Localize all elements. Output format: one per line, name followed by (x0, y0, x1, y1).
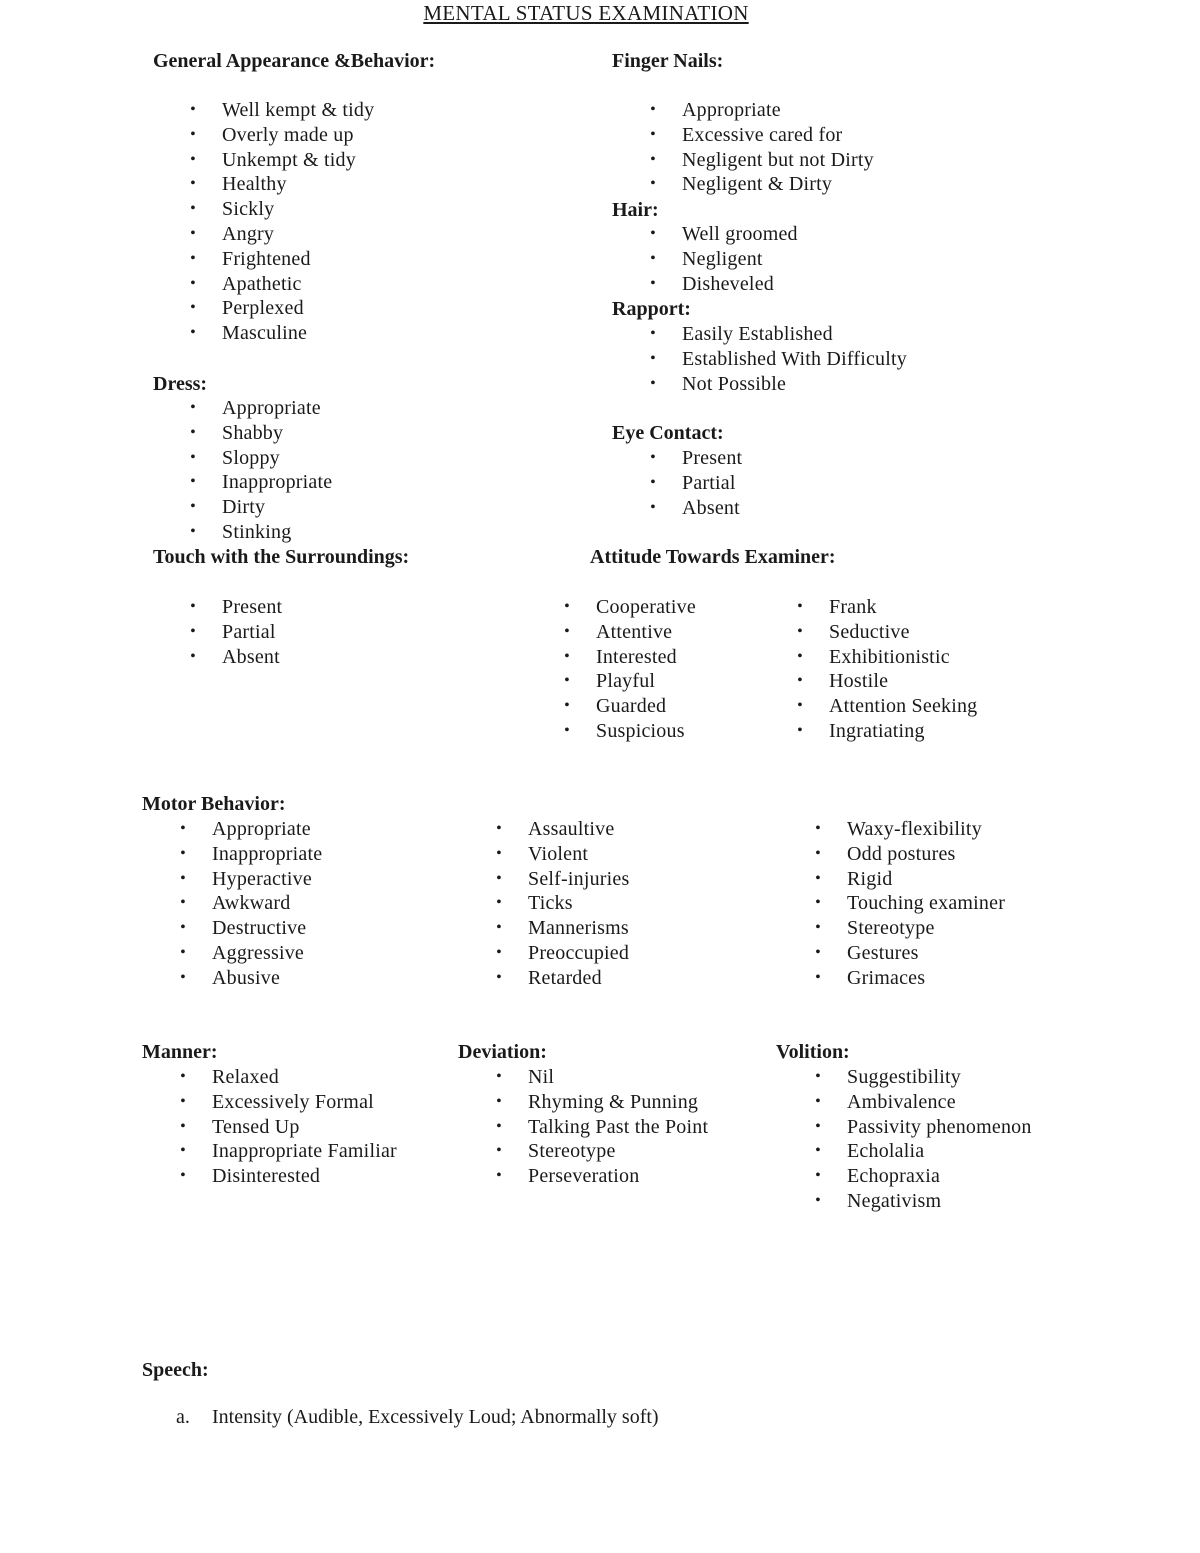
list-item-text: Inappropriate (222, 471, 333, 494)
list-item (646, 222, 798, 247)
bullet-icon: • (815, 943, 821, 961)
list-item (186, 520, 332, 545)
list-item-text: Talking Past the Point (528, 1115, 709, 1138)
list-item-text: Inappropriate Familiar (212, 1140, 397, 1163)
list-item (186, 172, 374, 197)
list-item-text: Stinking (222, 520, 292, 543)
list-item (186, 272, 374, 297)
list-item-text: Frightened (222, 247, 311, 270)
list-deviation (492, 1065, 708, 1189)
bullet-icon: • (564, 598, 570, 615)
bullet-icon: • (496, 820, 502, 837)
bullet-icon: • (190, 598, 196, 615)
list-item (176, 1065, 397, 1090)
list-item-text: Negligent (682, 247, 763, 270)
bullet-icon: • (190, 224, 196, 242)
list-item (176, 941, 322, 966)
bullet-icon: • (190, 448, 196, 466)
list-item-text: Passivity phenomenon (847, 1115, 1032, 1138)
bullet-icon: • (496, 1068, 502, 1085)
list-item (646, 446, 742, 471)
list-item (492, 842, 629, 867)
list-item (811, 966, 1005, 991)
list-item (176, 1164, 397, 1189)
list-item-text: Healthy (222, 173, 287, 196)
bullet-icon: • (650, 473, 656, 491)
bullet-icon: • (190, 647, 196, 665)
list-item (176, 1090, 397, 1115)
list-item-text: Interested (596, 645, 677, 668)
bullet-icon: • (496, 1092, 502, 1110)
list-item-text: Sickly (222, 198, 275, 221)
bullet-icon: • (496, 943, 502, 961)
list-item (646, 322, 907, 347)
list-item-text: Sloppy (222, 446, 280, 469)
bullet-icon: • (650, 175, 656, 193)
list-item (176, 891, 322, 916)
list-item (186, 595, 282, 620)
list-item-text: Established With Difficulty (682, 347, 907, 370)
bullet-icon: • (650, 374, 656, 392)
list-item-text: Grimaces (847, 966, 926, 989)
list-item-text: Shabby (222, 421, 284, 444)
list-item-text: Apathetic (222, 272, 302, 295)
list-item (560, 694, 696, 719)
list-item-text: Rhyming & Punning (528, 1090, 699, 1113)
list-item (793, 694, 977, 719)
bullet-icon: • (815, 1191, 821, 1209)
bullet-icon: • (180, 943, 186, 961)
heading-touch-surroundings: Touch with the Surroundings: (153, 546, 410, 568)
heading-speech: Speech: (142, 1359, 209, 1381)
list-item (811, 1189, 1032, 1214)
list-item-text: Suggestibility (847, 1066, 961, 1088)
bullet-icon: • (797, 598, 803, 615)
heading-attitude: Attitude Towards Examiner: (590, 546, 836, 568)
bullet-icon: • (496, 869, 502, 887)
list-item (176, 1139, 397, 1164)
list-item-text: Masculine (222, 322, 308, 345)
list-item (560, 645, 696, 670)
list-item (176, 966, 322, 991)
list-item (492, 1164, 708, 1189)
list-item (186, 296, 374, 321)
bullet-icon: • (190, 299, 196, 317)
bullet-icon: • (190, 274, 196, 292)
list-item (811, 867, 1005, 892)
list-item-text: Waxy-flexibility (847, 818, 982, 840)
list-item-text: Hyperactive (212, 867, 312, 890)
list-speech (176, 1405, 659, 1430)
bullet-icon: • (180, 1092, 186, 1110)
bullet-icon: • (564, 622, 570, 640)
bullet-icon: • (564, 647, 570, 665)
list-item (492, 1139, 708, 1164)
bullet-icon: • (815, 844, 821, 862)
bullet-icon: • (650, 101, 656, 118)
bullet-icon: • (496, 1117, 502, 1135)
bullet-icon: • (190, 498, 196, 516)
list-item-text: Relaxed (212, 1066, 279, 1088)
list-item-text: Guarded (596, 695, 667, 718)
list-item-text: Stereotype (528, 1140, 616, 1163)
list-item (492, 817, 629, 842)
list-touch-surroundings (186, 595, 282, 669)
list-item-text: Excessively Formal (212, 1090, 374, 1113)
bullet-icon: • (650, 150, 656, 168)
bullet-icon: • (190, 200, 196, 218)
list-item (646, 123, 874, 148)
list-item-text: Perseveration (528, 1165, 640, 1188)
bullet-icon: • (650, 125, 656, 143)
list-item (492, 916, 629, 941)
list-dress (186, 396, 332, 545)
list-item-text: Self-injuries (528, 867, 630, 890)
list-item (793, 719, 977, 744)
list-item (186, 247, 374, 272)
heading-manner: Manner: (142, 1041, 218, 1063)
bullet-icon: • (815, 1092, 821, 1110)
bullet-icon: • (190, 175, 196, 193)
list-item-text: Abusive (212, 966, 281, 989)
bullet-icon: • (815, 1142, 821, 1160)
list-item-text: Seductive (829, 620, 910, 643)
list-item-text: Ambivalence (847, 1090, 956, 1113)
heading-hair: Hair: (612, 199, 659, 221)
list-attitude-col1 (560, 595, 696, 744)
list-item-text: Present (682, 447, 743, 469)
list-item-text: Cooperative (596, 596, 696, 618)
list-item-text: Well kempt & tidy (222, 99, 375, 121)
bullet-icon: • (815, 968, 821, 986)
bullet-icon: • (190, 324, 196, 342)
bullet-icon: • (815, 1167, 821, 1185)
list-item (186, 421, 332, 446)
list-item (176, 867, 322, 892)
bullet-icon: • (797, 622, 803, 640)
bullet-icon: • (496, 1142, 502, 1160)
bullet-icon: • (180, 1117, 186, 1135)
list-item-text: Ingratiating (829, 719, 925, 742)
list-item-text: Disheveled (682, 272, 774, 295)
list-item (176, 817, 322, 842)
list-item (492, 1090, 708, 1115)
list-item-text: Nil (528, 1066, 555, 1088)
list-item (186, 98, 374, 123)
list-item-text: Not Possible (682, 372, 787, 395)
list-item (492, 891, 629, 916)
list-item (186, 148, 374, 173)
list-item-text: Disinterested (212, 1165, 321, 1188)
list-item-text: Exhibitionistic (829, 645, 950, 668)
list-item (186, 620, 282, 645)
bullet-icon: • (190, 622, 196, 640)
heading-general-appearance: General Appearance &Behavior: (153, 50, 436, 72)
bullet-icon: • (650, 325, 656, 342)
list-item (646, 172, 874, 197)
list-item-text: Destructive (212, 917, 307, 940)
heading-rapport: Rapport: (612, 298, 691, 320)
list-item (811, 941, 1005, 966)
list-item (186, 470, 332, 495)
list-item-text: Intensity (Audible, Excessively Loud; Abnormally soft) (212, 1406, 659, 1428)
list-item-text: Rigid (847, 867, 893, 890)
list-item-text: Unkempt & tidy (222, 148, 356, 171)
bullet-icon: • (180, 968, 186, 986)
list-item (492, 966, 629, 991)
list-item (186, 222, 374, 247)
bullet-icon: • (180, 1068, 186, 1085)
list-item-text: Attention Seeking (829, 695, 978, 718)
list-item-text: Appropriate (222, 397, 321, 419)
list-item (793, 645, 977, 670)
bullet-icon: • (190, 125, 196, 143)
list-item (186, 123, 374, 148)
list-item-text: Suspicious (596, 719, 685, 742)
list-item (811, 1115, 1032, 1140)
list-item-text: Appropriate (682, 99, 781, 121)
bullet-icon: • (815, 1068, 821, 1085)
list-item (186, 446, 332, 471)
list-item-text: Angry (222, 222, 275, 245)
list-item (186, 396, 332, 421)
list-item-text: Perplexed (222, 297, 304, 320)
heading-volition: Volition: (776, 1041, 850, 1063)
bullet-icon: • (650, 225, 656, 242)
list-item (811, 1065, 1032, 1090)
bullet-icon: • (496, 1167, 502, 1185)
list-item-text: Attentive (596, 620, 673, 643)
list-item (646, 272, 798, 297)
bullet-icon: • (496, 919, 502, 937)
list-item (811, 916, 1005, 941)
list-motor-col3 (811, 817, 1005, 991)
list-item-text: Negligent but not Dirty (682, 148, 874, 171)
list-volition (811, 1065, 1032, 1214)
list-item (811, 1164, 1032, 1189)
list-item (811, 1090, 1032, 1115)
list-item (793, 620, 977, 645)
list-item (811, 1139, 1032, 1164)
bullet-icon: • (496, 894, 502, 912)
bullet-icon: • (190, 423, 196, 441)
list-item-text: Present (222, 596, 283, 618)
list-item (186, 197, 374, 222)
list-item-text: Well groomed (682, 223, 798, 245)
list-rapport (646, 322, 907, 396)
list-item-text: Echopraxia (847, 1165, 941, 1188)
bullet-icon: • (180, 869, 186, 887)
list-item-text: Absent (222, 645, 280, 668)
bullet-icon: • (815, 820, 821, 837)
list-item-text: Awkward (212, 892, 291, 915)
bullet-icon: • (190, 101, 196, 118)
list-item-text: Absent (682, 496, 740, 519)
bullet-icon: • (190, 399, 196, 416)
list-general-appearance (186, 98, 374, 346)
heading-motor-behavior: Motor Behavior: (142, 793, 286, 815)
bullet-icon: • (650, 249, 656, 267)
list-item (646, 247, 798, 272)
list-finger-nails (646, 98, 874, 197)
list-item-text: Aggressive (212, 941, 304, 964)
list-item (176, 1115, 397, 1140)
list-item-text: Partial (682, 471, 736, 494)
list-item (793, 669, 977, 694)
list-item (646, 347, 907, 372)
list-item-text: Stereotype (847, 917, 935, 940)
bullet-icon: • (815, 894, 821, 912)
list-item (646, 496, 742, 521)
page-title: MENTAL STATUS EXAMINATION (423, 1, 749, 25)
list-item (646, 148, 874, 173)
list-item (176, 1405, 659, 1430)
list-item (176, 842, 322, 867)
bullet-icon: • (797, 721, 803, 739)
heading-dress: Dress: (153, 373, 208, 395)
list-item (646, 98, 874, 123)
list-hair (646, 222, 798, 296)
list-item-text: Easily Established (682, 323, 833, 345)
bullet-icon: • (797, 672, 803, 690)
list-item-text: Inappropriate (212, 842, 323, 865)
bullet-icon: • (650, 449, 656, 466)
bullet-icon: • (180, 820, 186, 837)
list-eye-contact (646, 446, 742, 520)
list-item (186, 645, 282, 670)
list-item-text: Preoccupied (528, 941, 630, 964)
list-item (560, 719, 696, 744)
bullet-icon: • (650, 274, 656, 292)
list-item (492, 1115, 708, 1140)
list-item-text: Retarded (528, 966, 602, 989)
heading-deviation: Deviation: (458, 1041, 547, 1063)
bullet-icon: • (180, 1142, 186, 1160)
list-attitude-col2 (793, 595, 977, 744)
list-item-text: Echolalia (847, 1140, 925, 1163)
list-item-text: Odd postures (847, 842, 956, 865)
bullet-icon: • (190, 150, 196, 168)
list-item (646, 372, 907, 397)
list-item-text: Dirty (222, 496, 266, 519)
list-item (186, 495, 332, 520)
list-item-text: Partial (222, 620, 276, 643)
list-item (811, 891, 1005, 916)
bullet-icon: • (180, 1167, 186, 1185)
bullet-icon: • (496, 968, 502, 986)
list-item (560, 595, 696, 620)
bullet-icon: • (496, 844, 502, 862)
list-item (186, 321, 374, 346)
bullet-icon: • (180, 844, 186, 862)
list-item-text: Playful (596, 670, 656, 693)
list-item-text: Hostile (829, 670, 889, 693)
list-item (811, 842, 1005, 867)
list-item-text: Touching examiner (847, 892, 1006, 915)
list-item (492, 941, 629, 966)
heading-finger-nails: Finger Nails: (612, 50, 724, 72)
list-item-text: Gestures (847, 941, 919, 964)
heading-eye-contact: Eye Contact: (612, 422, 724, 444)
list-marker: a. (176, 1406, 190, 1428)
list-item-text: Violent (528, 842, 589, 865)
bullet-icon: • (650, 498, 656, 516)
bullet-icon: • (180, 919, 186, 937)
list-item-text: Mannerisms (528, 917, 629, 940)
list-item-text: Tensed Up (212, 1115, 300, 1138)
bullet-icon: • (190, 249, 196, 267)
list-item-text: Appropriate (212, 818, 311, 840)
list-item-text: Ticks (528, 892, 573, 915)
list-item (176, 916, 322, 941)
list-item-text: Excessive cared for (682, 123, 843, 146)
bullet-icon: • (815, 1117, 821, 1135)
list-item (811, 817, 1005, 842)
list-item-text: Negativism (847, 1189, 942, 1212)
bullet-icon: • (190, 473, 196, 491)
list-item (492, 1065, 708, 1090)
list-item (560, 669, 696, 694)
bullet-icon: • (797, 647, 803, 665)
list-item-text: Overly made up (222, 123, 354, 146)
bullet-icon: • (180, 894, 186, 912)
list-motor-col2 (492, 817, 629, 991)
list-motor-col1 (176, 817, 322, 991)
bullet-icon: • (564, 672, 570, 690)
list-item-text: Frank (829, 596, 877, 618)
bullet-icon: • (797, 697, 803, 715)
list-item-text: Assaultive (528, 818, 615, 840)
bullet-icon: • (815, 869, 821, 887)
list-item (793, 595, 977, 620)
list-item (646, 471, 742, 496)
list-item (560, 620, 696, 645)
bullet-icon: • (564, 721, 570, 739)
list-item-text: Negligent & Dirty (682, 173, 833, 196)
bullet-icon: • (564, 697, 570, 715)
bullet-icon: • (190, 522, 196, 540)
bullet-icon: • (650, 349, 656, 367)
list-item (492, 867, 629, 892)
list-manner (176, 1065, 397, 1189)
bullet-icon: • (815, 919, 821, 937)
